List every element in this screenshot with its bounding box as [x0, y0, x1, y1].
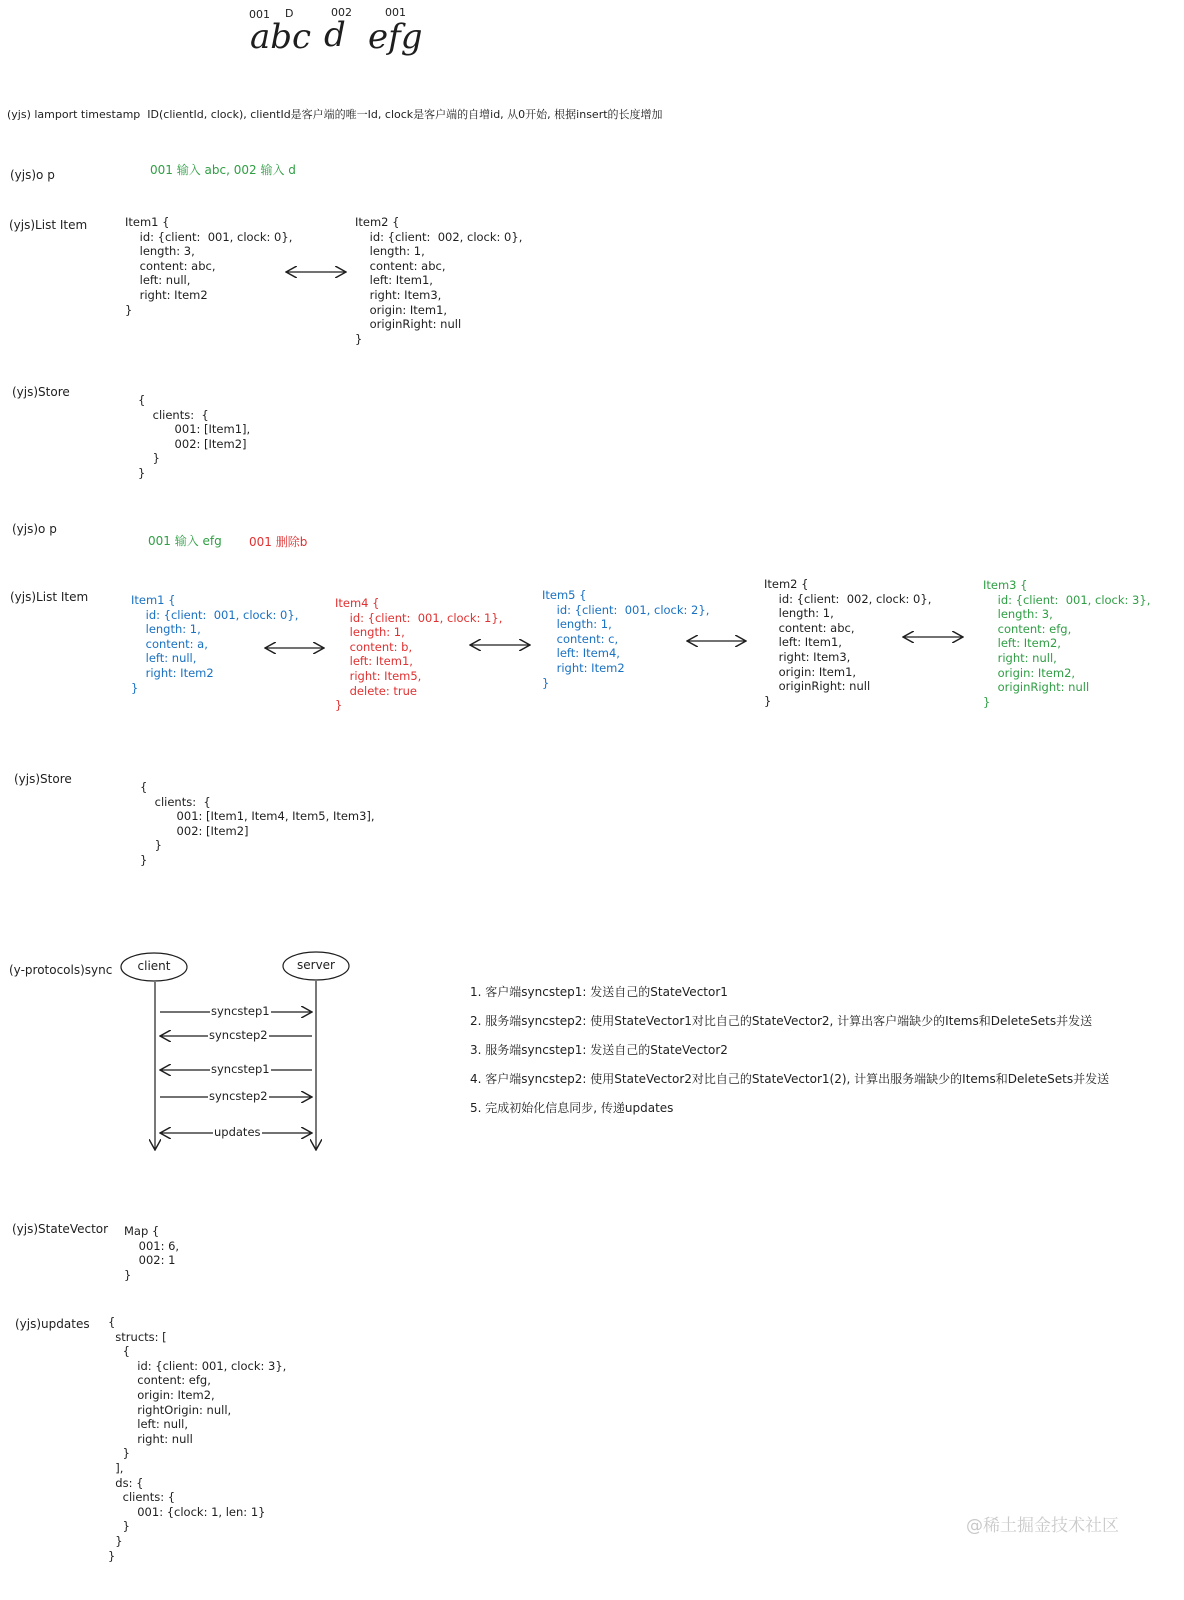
- sync-step-4: 4. 客户端syncstep2: 使用StateVector2对比自己的StateVector1(2), 计算出服务端缺少的Items和DeleteSets并发送: [470, 1072, 1110, 1086]
- msg-label-4: syncstep2: [209, 1089, 268, 1103]
- item5-block-2: Item5 { id: {client: 001, clock: 2}, length: 1, content: c, left: Item4, right: Item2 }: [542, 588, 710, 690]
- item2-block-1: Item2 { id: {client: 002, clock: 0}, length: 1, content: abc, left: Item1, right: Item3, origin: Item1, originRight: null }: [355, 215, 523, 346]
- item4-block-2: Item4 { id: {client: 001, clock: 1}, length: 1, content: b, left: Item1, right: Item5, delete: true }: [335, 596, 503, 713]
- sync-step-1: 1. 客户端syncstep1: 发送自己的StateVector1: [470, 985, 728, 999]
- store-block-2: { clients: { 001: [Item1, Item4, Item5, Item3], 002: [Item2] } }: [140, 780, 375, 867]
- msg-label-5: updates: [214, 1125, 261, 1139]
- text-efg: efg: [368, 17, 423, 57]
- msg-label-3: syncstep1: [211, 1062, 270, 1076]
- intro-text: (yjs) lamport timestamp ID(clientId, clock), clientId是客户端的唯一Id, clock是客户端的自增id, 从0开始, 根据insert的长度增加: [7, 108, 663, 121]
- server-node: server: [297, 958, 335, 972]
- text-abc: abc: [250, 17, 312, 57]
- updates-block: { structs: [ { id: {client: 001, clock: 3}, content: efg, origin: Item2, rightOrigin: null, left: null, right: null } ], ds: { clients: { 001: {clock: 1, len: 1} } } }: [108, 1315, 287, 1563]
- sync-step-5: 5. 完成初始化信息同步, 传递updates: [470, 1101, 674, 1115]
- store-block-1: { clients: { 001: [Item1], 002: [Item2] } }: [138, 393, 251, 480]
- state-vector-block: Map { 001: 6, 002: 1 }: [124, 1224, 180, 1282]
- id-label-002: 002: [331, 6, 352, 19]
- store-label-1: (yjs)Store: [12, 385, 70, 399]
- list-item-label-1: (yjs)List Item: [9, 218, 88, 232]
- watermark: @稀土掘金技术社区: [966, 1516, 1119, 1536]
- op-label-1: (yjs)o p: [10, 168, 55, 182]
- op-label-2: (yjs)o p: [12, 522, 57, 536]
- store-label-2: (yjs)Store: [14, 772, 72, 786]
- item3-block-2: Item3 { id: {client: 001, clock: 3}, length: 3, content: efg, left: Item2, right: null, origin: Item2, originRight: null }: [983, 578, 1151, 709]
- msg-label-1: syncstep1: [211, 1004, 270, 1018]
- client-node: client: [137, 959, 171, 973]
- updates-label: (yjs)updates: [15, 1317, 90, 1331]
- text-d: d: [324, 15, 346, 55]
- item2-block-2: Item2 { id: {client: 002, clock: 0}, length: 1, content: abc, left: Item1, right: Item3, origin: Item1, originRight: null }: [764, 577, 932, 708]
- op-text-1: 001 输入 abc, 002 输入 d: [150, 163, 296, 177]
- state-vector-label: (yjs)StateVector: [12, 1222, 109, 1236]
- item1-block-2: Item1 { id: {client: 001, clock: 0}, length: 1, content: a, left: null, right: Item2 }: [131, 593, 299, 695]
- op-text-2-insert: 001 输入 efg: [148, 534, 222, 548]
- sync-step-3: 3. 服务端syncstep1: 发送自己的StateVector2: [470, 1043, 728, 1057]
- id-label-001: 001: [249, 8, 270, 21]
- id-label-001-b: 001: [385, 6, 406, 19]
- id-label-deleted: D: [285, 7, 294, 20]
- item1-block-1: Item1 { id: {client: 001, clock: 0}, length: 3, content: abc, left: null, right: Item2 }: [125, 215, 293, 317]
- sync-step-2: 2. 服务端syncstep2: 使用StateVector1对比自己的StateVector2, 计算出客户端缺少的Items和DeleteSets并发送: [470, 1014, 1093, 1028]
- msg-label-2: syncstep2: [209, 1028, 268, 1042]
- sync-label: (y-protocols)sync: [9, 963, 113, 977]
- list-item-label-2: (yjs)List Item: [10, 590, 89, 604]
- op-text-2-delete: 001 删除b: [249, 535, 308, 549]
